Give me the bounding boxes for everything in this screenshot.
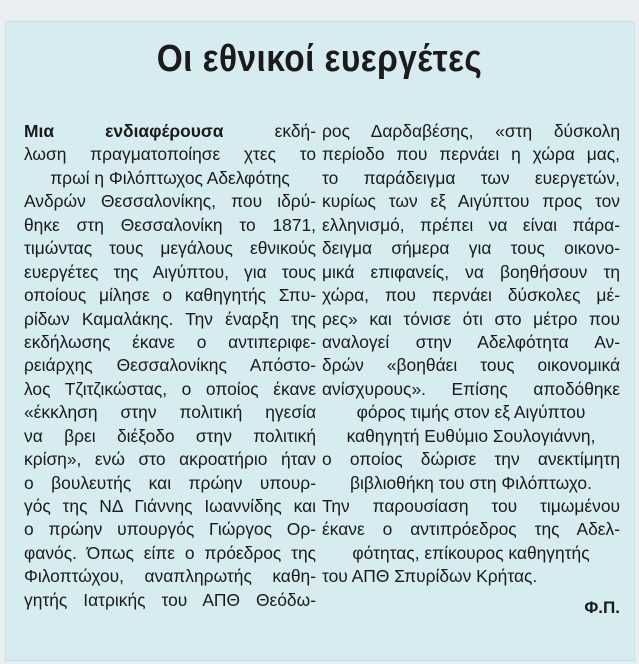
text-line: κυρίως των εξ Αιγύπτου προς τον xyxy=(322,191,620,212)
first-line xyxy=(24,120,316,143)
text-line: εκδήλωσης έκανε ο αντιπεριφε- xyxy=(24,331,316,352)
text-line: πρωί η Φιλόπτωχος Αδελφότης xyxy=(50,167,290,188)
text-line: ελληνισμό, πρέπει να είναι πάρα- xyxy=(322,214,620,235)
text-line: γός της ΝΔ Γιάννης Ιωαννίδης και xyxy=(24,496,316,516)
text-line: το παράδειγμα των ευεργετών, xyxy=(322,167,620,188)
text-line: Ανδρών Θεσσαλονίκης, που ιδρύ- xyxy=(24,191,316,212)
text-line: περίοδο που περνάει η χώρα μας, xyxy=(322,144,620,165)
text-line: οποίους μίλησε ο καθηγητής Σπυ- xyxy=(24,285,316,306)
text-line: φόρος τιμής στον εξ Αιγύπτου xyxy=(356,402,586,423)
text-line: αναλογεί στην Αδελφότητα Αν- xyxy=(322,331,620,352)
text-line: ευεργέτες της Αιγύπτου, για τους xyxy=(24,261,316,282)
text-line: εκδή- xyxy=(223,121,316,141)
text-line: μικά επιφανείς, να βοηθήσουν τη xyxy=(322,261,620,282)
text-line: βιβλιοθήκη του στη Φιλόπτωχο. xyxy=(350,472,592,493)
text-line: ρες» και τόνισε ότι στο μέτρο που xyxy=(322,308,620,329)
text-line: Την παρουσίαση του τιμωμένου xyxy=(322,496,620,516)
text-line: λος Τζιτζικώστας, ο οποίος έκανε xyxy=(24,378,316,399)
text-line: δρών «βοηθάει τους οικονομικά xyxy=(322,355,620,376)
text-line: γητής Ιατρικής του ΑΠΘ Θεόδω- xyxy=(24,589,316,610)
text-line: φανός. Όπως είπε ο πρόεδρος της xyxy=(24,542,316,563)
text-line: «έκκληση στην πολιτική ηγεσία xyxy=(24,402,316,423)
text-line: ο οποίος δώρισε την ανεκτίμητη xyxy=(322,449,620,470)
text-line: να βρει διέξοδο στην πολιτική xyxy=(24,425,316,446)
text-line: λωση πραγματοποίησε χτες το xyxy=(24,144,316,165)
text-line: του ΑΠΘ Σπυρίδων Κρήτας. xyxy=(322,566,538,587)
text-line: δειγμα σήμερα για τους οικονο- xyxy=(322,238,620,259)
text-line: ρίδων Καμαλάκης. Την έναρξη της xyxy=(24,308,316,329)
article-column-right xyxy=(322,120,620,589)
author-signature: Φ.Π. xyxy=(584,598,620,617)
text-line: κρίση», ενώ στο ακροατήριο ήταν xyxy=(24,449,316,470)
text-line: Φιλοπτώχου, αναπληρωτής καθη- xyxy=(24,566,316,587)
text-line: τιμώντας τους μεγάλους εθνικούς xyxy=(24,238,316,259)
text-line: θηκε στη Θεσσαλονίκη το 1871, xyxy=(24,214,316,235)
text-line: χώρα, που περνάει δύσκολες μέ- xyxy=(322,285,620,306)
text-line: φότητας, επίκουρος καθηγητής xyxy=(352,542,590,563)
article-column-left xyxy=(24,120,316,612)
text-line: ο βουλευτής και πρώην υπουρ- xyxy=(24,472,316,493)
text-line: ρος Δαρδαβέσης, «στη δύσκολη xyxy=(322,121,620,141)
article-title: Οι εθνικοί ευεργέτες xyxy=(156,38,483,80)
lead-text: Μια ενδιαφέρουσα xyxy=(24,121,224,141)
text-line: καθηγητή Ευθύμιο Σουλογιάννη, xyxy=(346,425,596,446)
text-line: έκανε ο αντιπρόεδρος της Αδελ- xyxy=(322,519,620,540)
text-line: ρειάρχης Θεσσαλονίκης Απόστο- xyxy=(24,355,316,376)
text-line: ανίσχυρους». Επίσης αποδόθηκε xyxy=(322,378,620,399)
text-line: ο πρώην υπουργός Γιώργος Ορ- xyxy=(24,519,316,540)
